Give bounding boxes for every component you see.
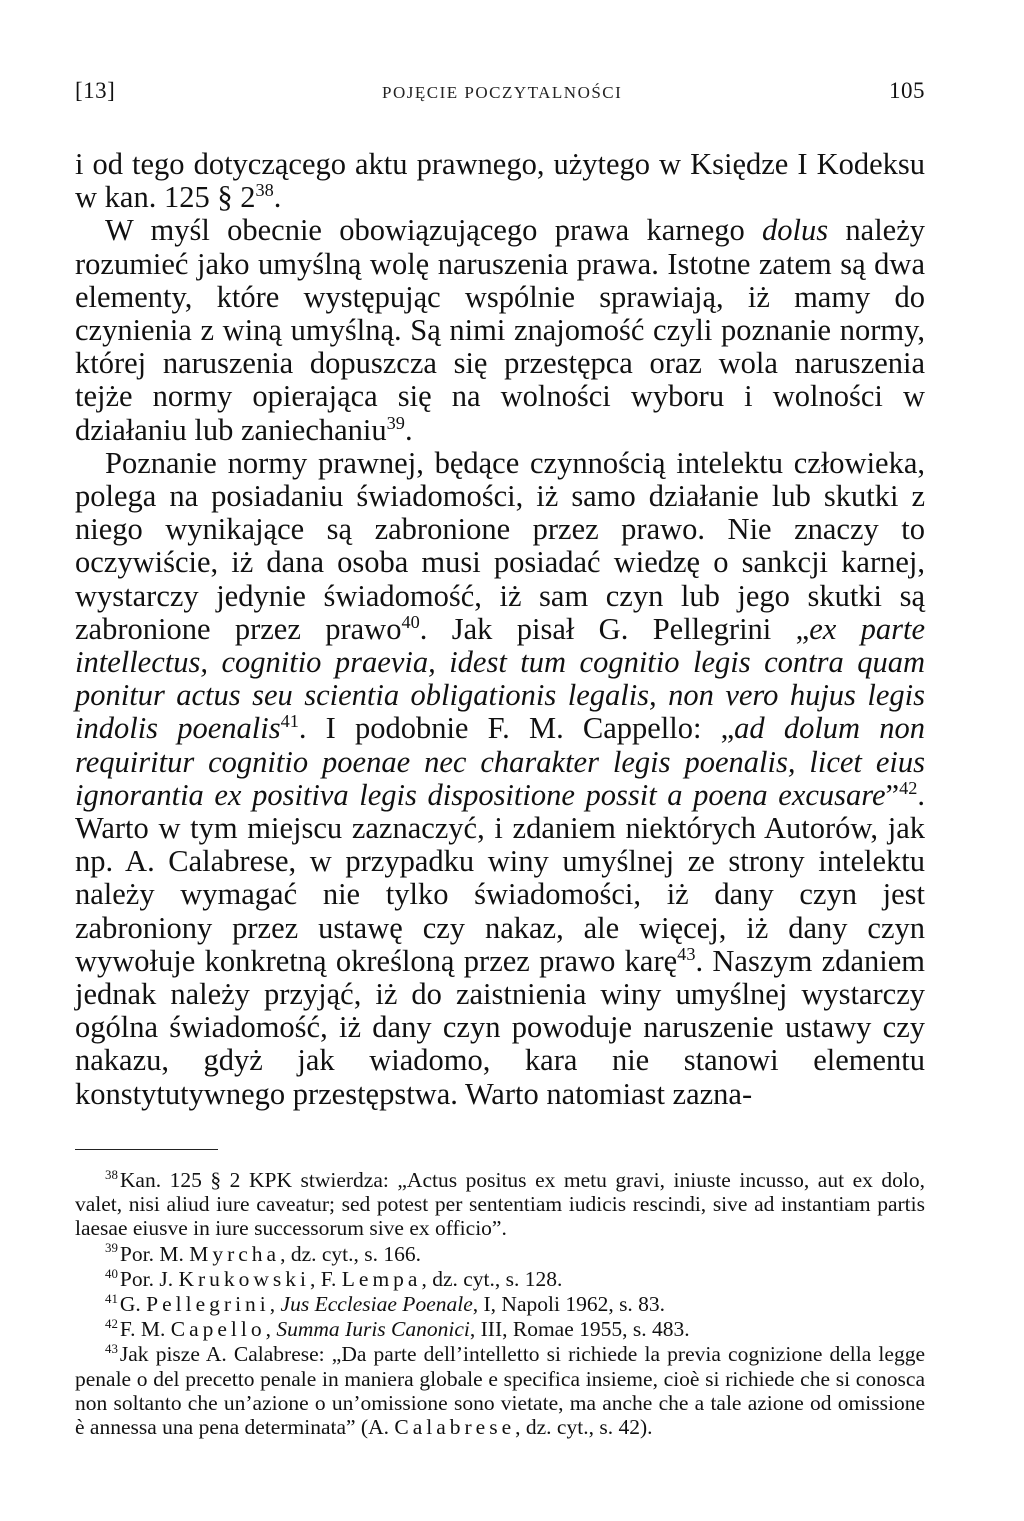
- text-run: . I podobnie F. M. Cappello: „: [298, 711, 735, 746]
- footnote-text: , dz. cyt., s. 42).: [515, 1414, 653, 1439]
- footnote-text: ,: [269, 1291, 281, 1316]
- footnote-text: , dz. cyt., s. 128.: [421, 1266, 563, 1291]
- text-run: .: [273, 180, 282, 215]
- work-title: Jus Ecclesiae Poenale: [280, 1291, 473, 1316]
- footnote-ref: 43: [677, 943, 696, 964]
- text-run: W myśl obecnie obowiązującego prawa karnego: [105, 213, 763, 248]
- text-run: i od tego dotyczącego aktu prawnego, użytego w Księdze I Kodeksu w kan. 125 § 2: [75, 147, 925, 215]
- footnote-ref: 42: [899, 777, 918, 798]
- footnote-number: 43: [105, 1342, 118, 1357]
- author-name: Krukowski: [178, 1266, 311, 1291]
- footnote-40: [75, 1267, 925, 1291]
- author-name: Myrcha: [189, 1241, 281, 1266]
- footnote-43: [75, 1342, 925, 1439]
- page-label: [13]: [75, 78, 116, 103]
- text-run: . Jak pisał G. Pellegrini „: [419, 611, 810, 646]
- footnote-text: Kan. 125 § 2 KPK stwierdza: „Actus positus ex metu gravi, iniuste incusso, aut ex dolo, valet, nisi aliud iure caveatur; sed potest per sententiam iudicis rescindi, sive ad instantiam partis laesae eiusve in iure successorum sive ex officio”.: [75, 1167, 925, 1241]
- latin-quote: ex parte intellectus, cognitio praevia, idest tum cognitio legis contra quam ponitur actus seu scientia obligationis legalis, non vero hujus legis indolis poenalis: [75, 611, 925, 746]
- footnote-number: 42: [105, 1316, 118, 1331]
- italic-term: dolus: [762, 213, 829, 248]
- footnote-ref: 40: [401, 611, 420, 632]
- text-run: . Naszym zdaniem jednak należy przyjąć, iż do zaistnienia winy umyślnej wystarczy ogólna świadomość, iż dany czyn powoduje naruszenie ustawy czy nakazu, gdyż jak wiadomo, kara nie stanowi elementu konstytutywnego przestępstwa. Warto natomiast zazna-: [75, 943, 925, 1111]
- footnote-text: , III, Romae 1955, s. 483.: [469, 1317, 690, 1342]
- footnote-text: , dz. cyt., s. 166.: [280, 1241, 422, 1266]
- footnote-number: 41: [105, 1291, 118, 1306]
- footnote-text: F. M.: [119, 1317, 171, 1342]
- footnote-38: [75, 1168, 925, 1241]
- footnote-41: [75, 1292, 925, 1316]
- text-run: należy rozumieć jako umyślną wolę naruszenia prawa. Istotne zatem są dwa elementy, które występując wspólnie sprawiają, iż mamy do czynienia z winą umyślną. Są nimi znajomość czyli poznanie normy, której naruszenia dopuszcza się przestępca oraz wola naruszenia tejże normy opierająca się na wolności wyboru i wolności w działaniu lub zaniechaniu: [75, 213, 925, 447]
- paragraph-2: [75, 214, 925, 446]
- footnote-text: G.: [119, 1291, 147, 1316]
- footnote-42: [75, 1317, 925, 1341]
- footnote-number: 39: [105, 1241, 118, 1256]
- footnote-text: ,: [265, 1317, 277, 1342]
- footnote-text: Jak pisze A. Calabrese: „Da parte dell’intelletto si richiede la previa cognizione della legge penale o del precetto penale in maniera globale e specifica insieme, cioè si richiede che si conosca non soltanto che un’azione o un’omissione sono vietate, ma anche che a tale azione od omissione è annessa una pena determinata” (A.: [75, 1342, 925, 1439]
- footnote-text: , F.: [310, 1266, 342, 1291]
- footnote-ref: 41: [280, 711, 299, 732]
- footnote-number: 38: [105, 1167, 118, 1182]
- footnote-ref: 38: [255, 180, 274, 201]
- text-run: ”: [885, 777, 900, 812]
- author-name: Lempa: [341, 1266, 422, 1291]
- text-run: . Warto w tym miejscu zaznaczyć, i zdaniem niektórych Autorów, jak np. A. Calabrese, w przypadku winy umyślnej ze strony intelektu należy wymagać nie tylko świadomości, iż dany czyn jest zabroniony przez ustawę czy nakaz, ale więcej, iż dany czyn wywołuje konkretną określoną przez prawo karę: [75, 777, 925, 978]
- footnote-39: [75, 1242, 925, 1266]
- author-name: Calabrese: [394, 1414, 516, 1439]
- page-number: 105: [889, 78, 925, 103]
- author-name: Pellegrini: [146, 1291, 270, 1316]
- author-name: Capello: [170, 1317, 266, 1342]
- footnotes: [75, 1168, 925, 1439]
- work-title: Summa Iuris Canonici: [276, 1317, 470, 1342]
- footnote-text: , I, Napoli 1962, s. 83.: [472, 1291, 666, 1316]
- text-run: .: [404, 412, 413, 447]
- footnote-text: Por. M.: [119, 1241, 190, 1266]
- footnote-ref: 39: [386, 412, 405, 433]
- text-run: Poznanie normy prawnej, będące czynnością intelektu człowieka, polega na posiadaniu świadomości, iż samo działanie lub skutki z niego wynikające są zabronione przez prawo. Nie znaczy to oczywiście, iż dana osoba musi posiadać wiedzę o sankcji karnej, wystarczy jedynie świadomość, iż sam czyn lub jego skutki są zabronione przez prawo: [75, 445, 925, 646]
- footnote-text: Por. J.: [119, 1266, 179, 1291]
- page: [75, 78, 925, 1440]
- running-title: POJĘCIE POCZYTALNOŚCI: [382, 83, 623, 102]
- footnote-number: 40: [105, 1266, 118, 1281]
- paragraph-1: [75, 148, 925, 214]
- footnote-divider: [75, 1149, 218, 1150]
- running-head: [75, 78, 925, 118]
- body-text: [75, 148, 925, 1111]
- latin-quote: ad dolum non requiritur cognitio poenae nec charakter legis poenalis, licet eius ignorantia ex positiva legis dispositione possit a poena excusare: [75, 711, 925, 812]
- paragraph-3: [75, 447, 925, 1111]
